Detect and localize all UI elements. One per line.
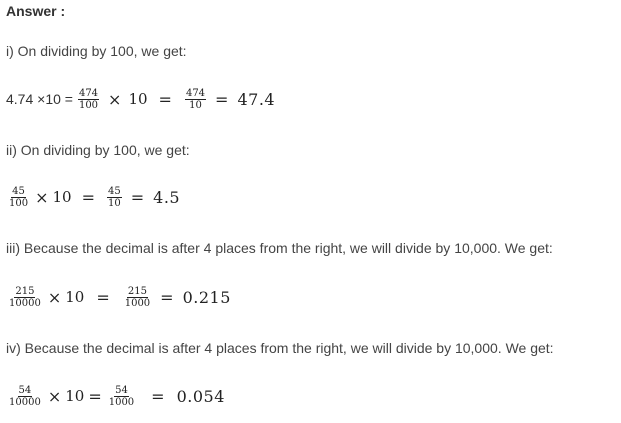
times-sign: × <box>108 89 122 109</box>
fraction-denominator: 100 <box>78 99 99 111</box>
item-1-result: 47.4 <box>237 89 276 109</box>
item-3-result: 0.215 <box>182 287 231 307</box>
item-3-fraction-2 <box>124 286 151 309</box>
fraction-denominator: 100 <box>9 197 29 209</box>
fraction-denominator: 1000 <box>108 396 135 408</box>
item-2-equation <box>6 182 180 212</box>
multiplier: 10 <box>65 387 85 405</box>
fraction-numerator: 474 <box>78 87 99 99</box>
equals-sign: = <box>88 386 102 406</box>
item-3-text: iii) Because the decimal is after 4 places from the right, we will divide by 10,000. We get: <box>6 240 553 256</box>
fraction-denominator: 10000 <box>9 297 41 309</box>
item-2-text: ii) On dividing by 100, we get: <box>6 142 190 158</box>
item-4-fraction-2 <box>108 385 135 408</box>
answer-heading: Answer : <box>6 3 66 19</box>
item-4-result: 0.054 <box>176 386 225 406</box>
item-1-fraction-1 <box>78 88 99 111</box>
times-sign: × <box>47 386 62 406</box>
fraction-numerator: 54 <box>115 384 128 396</box>
item-2-fraction-2 <box>107 186 122 209</box>
item-1-equation <box>6 84 275 114</box>
item-3-fraction-1 <box>8 286 42 309</box>
fraction-numerator: 474 <box>185 87 206 99</box>
item-2-result: 4.5 <box>153 187 181 207</box>
item-3-equation <box>6 282 231 312</box>
fraction-numerator: 215 <box>127 285 147 297</box>
multiplier: 10 <box>52 188 72 206</box>
equals-sign: = <box>215 89 229 109</box>
fraction-numerator: 215 <box>15 285 35 297</box>
fraction-numerator: 54 <box>18 384 32 396</box>
fraction-numerator: 45 <box>12 185 25 197</box>
fraction-denominator: 1000 <box>124 297 151 309</box>
times-sign: × <box>35 187 49 207</box>
fraction-denominator: 10 <box>108 197 121 209</box>
equals-sign: = <box>151 386 165 406</box>
item-4-equation <box>6 381 225 411</box>
times-sign: × <box>47 287 62 307</box>
fraction-numerator: 45 <box>108 185 121 197</box>
item-4-fraction-1 <box>8 385 42 408</box>
fraction-denominator: 10 <box>189 99 202 111</box>
equals-sign: = <box>130 187 145 207</box>
item-1-lhs-text: 4.74 ×10 = <box>6 91 73 107</box>
item-1-fraction-2 <box>185 88 206 111</box>
fraction-denominator: 10000 <box>9 396 41 408</box>
equals-sign: = <box>96 287 110 307</box>
item-2-fraction-1 <box>8 186 29 209</box>
equals-sign: = <box>158 89 172 109</box>
item-4-text: iv) Because the decimal is after 4 places from the right, we will divide by 10,000. We get: <box>6 340 554 356</box>
item-1-text: i) On dividing by 100, we get: <box>6 43 187 59</box>
equals-sign: = <box>160 287 174 307</box>
multiplier: 10 <box>65 288 85 306</box>
multiplier: 10 <box>128 90 148 108</box>
equals-sign: = <box>81 187 95 207</box>
